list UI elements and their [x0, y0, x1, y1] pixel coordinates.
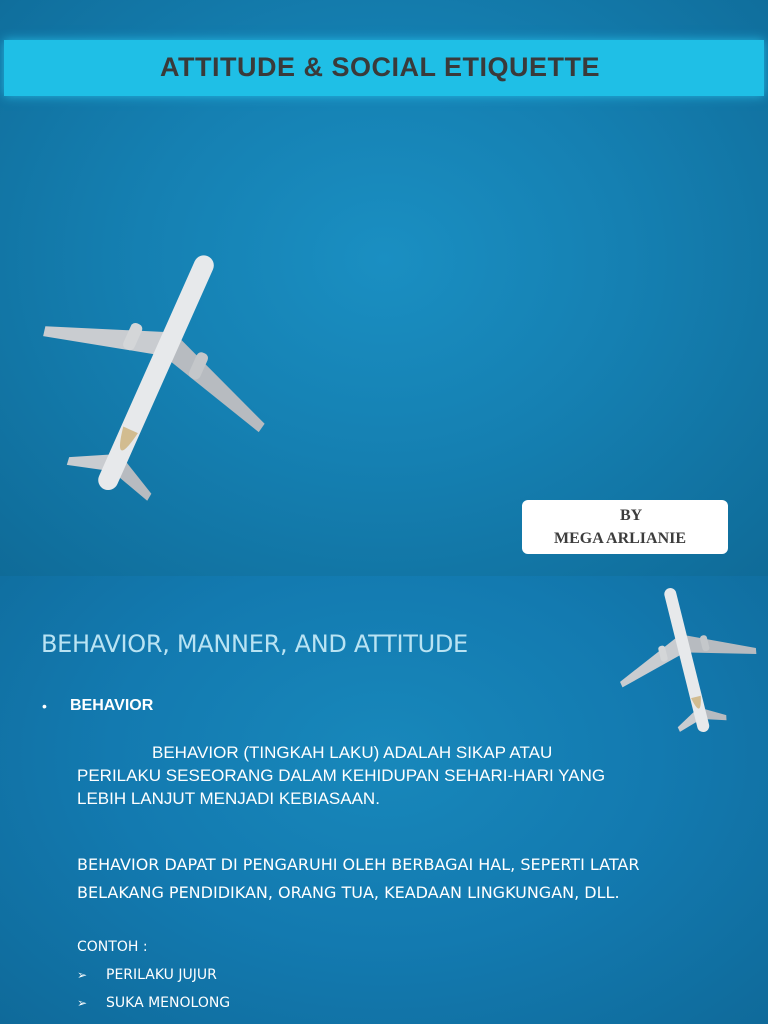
author-by-label: BY: [620, 507, 643, 524]
list-item: ➢ SUKA MENOLONG: [77, 995, 231, 1011]
author-box: [522, 500, 728, 554]
airplane-icon: [612, 580, 762, 742]
bullet-dot: •: [42, 698, 47, 714]
behavior-influences: BEHAVIOR DAPAT DI PENGARUHI OLEH BERBAGAI HAL, SEPERTI LATAR BELAKANG PENDIDIKAN, ORANG TUA, KEADAAN LINGKUNGAN, DLL.: [77, 855, 640, 902]
bullet-label: BEHAVIOR: [70, 697, 154, 714]
list-item: ➢ PERILAKU JUJUR: [77, 967, 217, 983]
author-name: MEGA ARLIANIE: [554, 530, 687, 547]
arrow-bullet-icon: ➢: [77, 968, 88, 982]
section-heading: BEHAVIOR, MANNER, AND ATTITUDE: [41, 630, 468, 658]
behavior-definition: BEHAVIOR (TINGKAH LAKU) ADALAH SIKAP ATAU PERILAKU SESEORANG DALAM KEHIDUPAN SEHARI-HARI YANG LEBIH LANJUT MENJADI KEBIASAAN.: [77, 743, 606, 808]
examples-label: CONTOH :: [77, 939, 148, 955]
airplane-icon: [25, 235, 285, 515]
slide-title: ATTITUDE & SOCIAL ETIQUETTE: [160, 52, 601, 82]
arrow-bullet-icon: ➢: [77, 996, 88, 1010]
